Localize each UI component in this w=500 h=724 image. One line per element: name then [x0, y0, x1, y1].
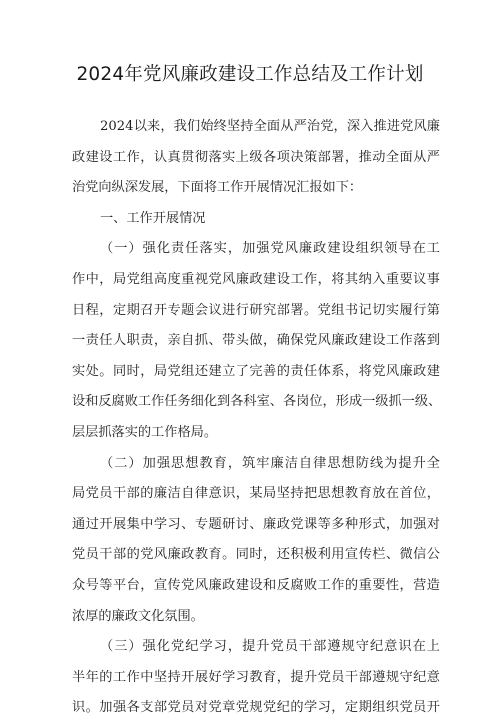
text-line: 层层抓落实的工作格局。 [72, 424, 218, 440]
text-line: 众号等平台，宣传党风廉政建设和反腐败工作的重要性，营造 [72, 577, 440, 593]
text-line: 政建设工作，认真贯彻落实上级各项决策部署，推动全面从严 [72, 149, 440, 165]
text-line: 党员干部的党风廉政教育。同时，还积极利用宣传栏、微信公 [72, 547, 440, 563]
text-line: 通过开展集中学习、专题研讨、廉政党课等多种形式，加强对 [72, 516, 440, 532]
text-line: 治党向纵深发展，下面将工作开展情况汇报如下： [72, 180, 363, 196]
text-line: 一责任人职责，亲自抓、带头做，确保党风廉政建设工作落到 [72, 333, 440, 349]
text-line: 设和反腐败工作任务细化到各科室、各岗位，形成一级抓一级、 [72, 394, 442, 410]
text-line: 一、工作开展情况 [100, 210, 206, 226]
text-line: 实处。同时，局党组还建立了完善的责任体系，将党风廉政建 [72, 363, 440, 379]
text-line: 作中，局党组高度重视党风廉政建设工作，将其纳入重要议事 [72, 271, 440, 287]
document-title: 2024年党风廉政建设工作总结及工作计划 [76, 64, 424, 85]
text-line: 局党员干部的廉洁自律意识，某局坚持把思想教育放在首位， [72, 486, 440, 502]
text-line: 2024以来，我们始终坚持全面从严治党，深入推进党风廉 [100, 119, 440, 134]
text-line: （三）强化党纪学习，提升党员干部遵规守纪意识在上 [100, 639, 440, 655]
text-line: 浓厚的廉政文化氛围。 [72, 608, 204, 624]
text-line: （二）加强思想教育，筑牢廉洁自律思想防线为提升全 [100, 455, 440, 471]
document-body [72, 112, 440, 724]
text-line: （一）强化责任落实，加强党风廉政建设组织领导在工 [100, 241, 440, 257]
text-line: 识。加强各支部党员对党章党规党纪的学习，定期组织党员开 [72, 700, 440, 716]
text-line: 半年的工作中坚持开展好学习教育，提升党员干部遵规守纪意 [72, 669, 440, 685]
text-line: 日程，定期召开专题会议进行研究部署。党组书记切实履行第 [72, 302, 440, 318]
